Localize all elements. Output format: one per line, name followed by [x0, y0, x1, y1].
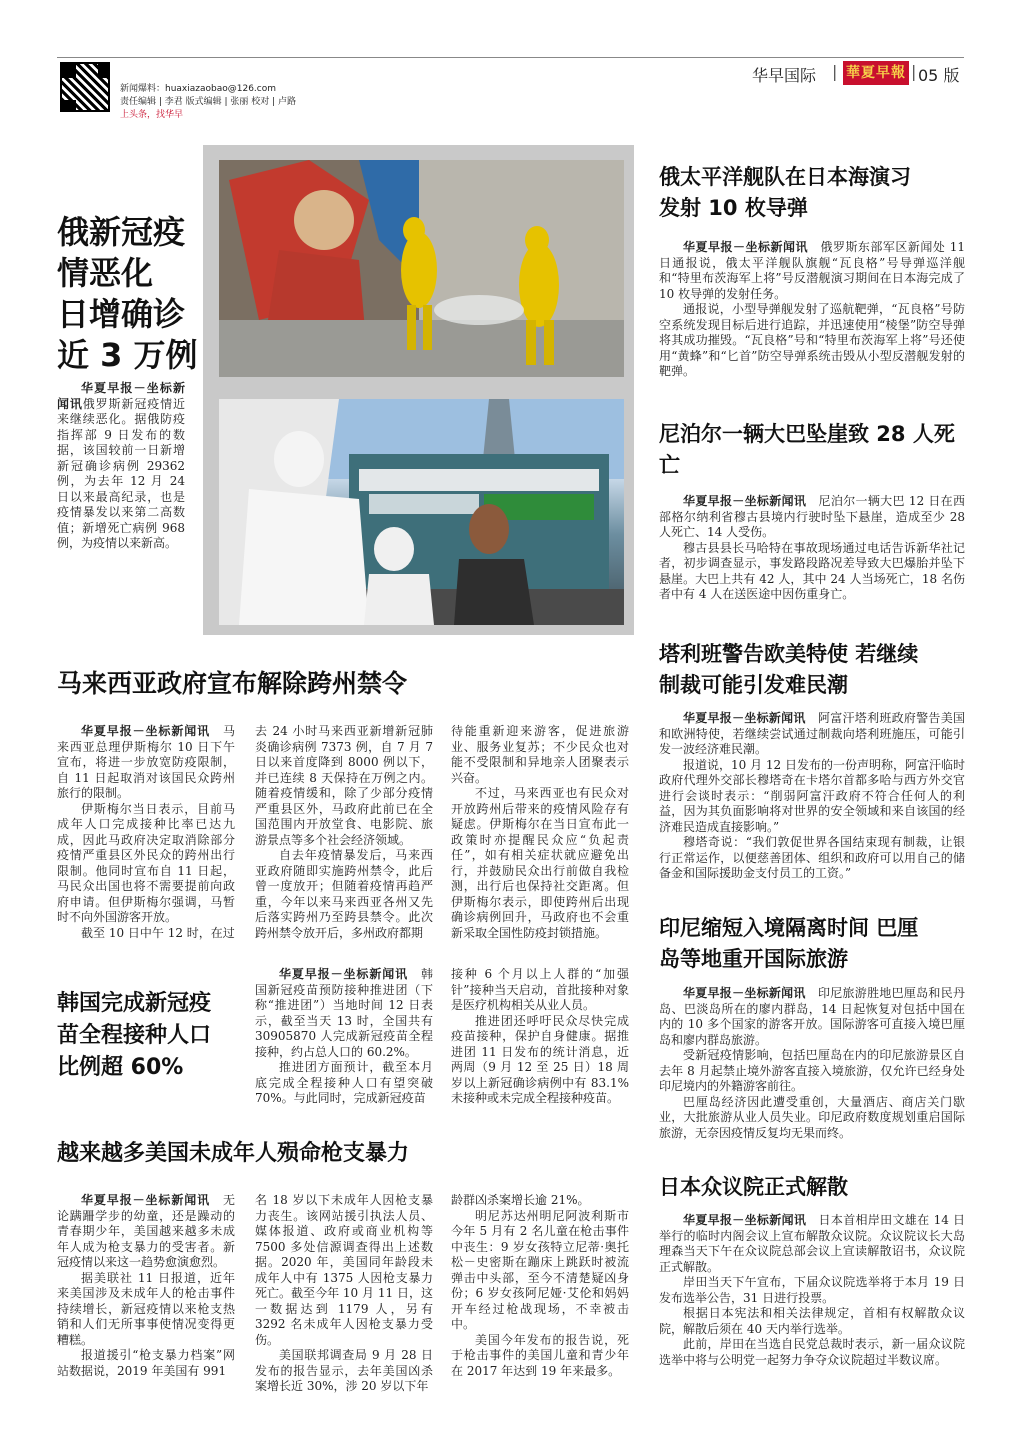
- tagline: 上头条，找华早: [120, 110, 184, 120]
- malaysia-headline: 马来西亚政府宣布解除跨州禁令: [57, 669, 408, 698]
- photo-moscow-medics: [219, 399, 624, 625]
- malaysia-col1: 华夏早报－坐标新闻讯 马来西亚总理伊斯梅尔 10 日下午宣布，将进一步放宽防疫限制，自 11 日起取消对该国民众跨州旅行的限制。 伊斯梅尔当日表示，目前马成年人口完成接种比率已达九成，因此马政府决定取消除部分疫情严重县区外民众的跨州出行限制。他同时宣布自 11 日起，马民众出国也将不需要提前向政府申请。但伊斯梅尔强调，马暂时不向外国游客开放。 截至 10 日中午 12 时，在过: [57, 724, 235, 940]
- nepal-article: 华夏早报－坐标新闻讯 尼泊尔一辆大巴 12 日在西部格尔纳利省穆古县境内行驶时坠下悬崖，造成至少 28 人死亡、14 人受伤。 穆古县县长马哈特在事故现场通过电话告诉新华社记者，初步调查显示，事发路段路况差导致大巴爆胎并坠下悬崖。大巴上共有 42 人，其中 24 人当场死亡，18 名伤者中有 4 人在送医途中因伤重身亡。: [659, 494, 965, 601]
- korea-headline: 韩国完成新冠疫 苗全程接种人口 比例超 60%: [57, 991, 212, 1080]
- header-separator: |: [911, 62, 917, 81]
- us-guns-col3: 龄群凶杀案增长逾 21%。 明尼苏达州明尼阿波利斯市今年 5 月有 2 名儿童在枪击事件中丧生：9 岁女孩特立尼蒂·奥托松－史密斯在蹦床上跳跃时被流弹击中头部，至今不清楚疑凶身份；6 岁女孩阿尼娅·艾伦和妈妈开车经过枪战现场，不幸被击中。 美国今年发布的报告说，死于枪击事件的美国儿童和青少年在 2017 年达到 19 年来最多。: [451, 1193, 629, 1378]
- malaysia-col3: 待能重新迎来游客，促进旅游业、服务业复苏；不少民众也对能不受限制和异地亲人团聚表示兴奋。 不过，马来西亚也有民众对开放跨州后带来的疫情风险存有疑虑。伊斯梅尔在当日宣布此一政策时亦提醒民众应“负起责任”，如有相关症状就应避免出行，并鼓励民众出行前做自我检测，出行后也保持社交距离。但伊斯梅尔表示，即使跨州后出现确诊病例回升，马政府也不会重新采取全国性防疫封锁措施。: [451, 724, 629, 940]
- indonesia-article: 华夏早报－坐标新闻讯 印尼旅游胜地巴厘岛和民丹岛、巴淡岛所在的廖内群岛，14 日起恢复对包括中国在内的 10 多个国家的游客开放。国际游客可直接入境巴厘岛和廖内群岛旅游。 受新冠疫情影响，包括巴厘岛在内的印尼旅游景区自去年 8 月起禁止境外游客直接入境旅游，仅允许已经身处印尼境内的外籍游客前往。 巴厘岛经济因此遭受重创，大量酒店、商店关门歇业，大批旅游从业人员失业。印尼政府数度规划重启国际旅游，无奈因疫情反复均无果而终。: [659, 986, 965, 1140]
- section-name: 华早国际: [752, 66, 817, 85]
- us-guns-col2: 名 18 岁以下未成年人因枪支暴力丧生。该网站援引执法人员、媒体报道、政府或商业机构等 7500 多处信源调查得出上述数据。2020 年，美国同年龄段未成年人中有 1375 人因枪支暴力死亡。截至今年 10 月 11 日，这一数据达到 1179 人，另有 3292 名未成年人因枪支暴力受伤。 美国联邦调查局 9 月 28 日发布的报告显示，去年美国凶杀案增长近 30%，涉 20 岁以下年: [255, 1193, 433, 1393]
- russia-article: 华夏早报－坐标新闻讯俄罗斯新冠疫情近来继续恶化。据俄防疫指挥部 9 日发布的数据，该国较前一日新增新冠确诊病例 29362 例，为去年 12 月 24 日以来最高纪录，也是疫情暴发以来第二高数值；新增死亡病例 968 例，为疫情以来新高。: [57, 381, 185, 550]
- taliban-article: 华夏早报－坐标新闻讯 阿富汗塔利班政府警告美国和欧洲特使，若继续尝试通过制裁向塔利班施压，可能引发一波经济难民潮。 报道说，10 月 12 日发布的一份声明称，阿富汗临时政府代理外交部长穆塔奇在卡塔尔首都多哈与西方外交官进行会谈时表示：“削弱阿富汗政府不符合任何人的利益，因为其负面影响将对世界的安全领域和来自该国的经济难民造成直接影响。” 穆塔奇说：“我们敦促世界各国结束现有制裁，让银行正常运作，以便慈善团体、组织和政府可以用自己的储备金和国际援助金支付员工的工资。”: [659, 711, 965, 880]
- fleet-article: 华夏早报－坐标新闻讯 俄罗斯东部军区新闻处 11 日通报说，俄太平洋舰队旗舰“瓦良格”号导弹巡洋舰和“特里布茨海军上将”号反潜舰演习期间在日本海完成了 10 枚导弹的发射任务。 通报说，小型导弹舰发射了巡航靶弹，“瓦良格”号防空系统发现目标后进行追踪，并迅速使用“棱堡”防空导弹将其成功摧毁。“瓦良格”号和“特里布茨海军上将”号还使用“黄蜂”和“匕首”防空导弹系统击毁从小型反潜舰发射的靶弹。: [659, 240, 965, 378]
- contact-line: 新闻爆料：huaxiazaobao@126.com: [120, 84, 277, 94]
- japan-article: 华夏早报－坐标新闻讯 日本首相岸田文雄在 14 日举行的临时内阁会议上宣布解散众议院。众议院议长大岛理森当天下午在众议院总部会议上宣读解散诏书，众议院正式解散。 岸田当天下午宣布，下届众议院选举将于本月 19 日发布选举公告，31 日进行投票。 根据日本宪法和相关法律规定，首相有权解散众议院，解散后须在 40 天内举行选举。 此前，岸田在当选自民党总裁时表示，新一届众议院选举中将与公明党一起努力争夺众议院超过半数议席。: [659, 1213, 965, 1367]
- masthead-logo: 華夏早報: [843, 61, 909, 85]
- editors-line: 责任编辑 | 李君 版式编辑 | 张丽 校对 | 卢路: [120, 97, 296, 107]
- us-guns-col1: 华夏早报－坐标新闻讯 无论蹒跚学步的幼童，还是躁动的青春期少年，美国越来越多未成年人成为枪支暴力的受害者。新冠疫情以来这一趋势愈演愈烈。 据美联社 11 日报道，近年来美国涉及未成年人的枪击事件持续增长，新冠疫情以来枪支热销和人们无所事事使情况变得更糟糕。 报道援引“枪支暴力档案”网站数据说，2019 年美国有 991: [57, 1193, 235, 1378]
- qr-code-icon: [60, 62, 110, 112]
- malaysia-col2: 去 24 小时马来西亚新增新冠肺炎确诊病例 7373 例，自 7 月 7 日以来首度降到 8000 例以下，并已连续 8 天保持在万例之内。随着疫情缓和，除了少部分疫情严重县区外，马政府此前已在全国范围内开放堂食、电影院、旅游景点等多个社会经济领域。 自去年疫情暴发后，马来西亚政府随即实施跨州禁令，此后曾一度放开；但随着疫情再趋严重，今年以来马来西亚各州又先后落实跨州乃至跨县禁令。此次跨州禁令放开后，多州政府都期: [255, 724, 433, 940]
- korea-col2: 接种 6 个月以上人群的“加强针”接种当天启动，首批接种对象是医疗机构相关从业人员。 推进团还呼吁民众尽快完成疫苗接种，保护自身健康。据推进团 11 日发布的统计消息，近两周（9 月 12 至 25 日）18 周岁以上新冠确诊病例中有 83.1% 未接种或未完成全程接种疫苗。: [451, 967, 629, 1105]
- photo-disinfection-workers: [219, 160, 624, 377]
- header-rule: [57, 57, 964, 58]
- taliban-headline: 塔利班警告欧美特使 若继续 制裁可能引发难民潮: [659, 642, 919, 697]
- edition-number: 05 版: [918, 66, 960, 85]
- russia-headline: 俄新冠疫 情恶化 日增确诊 近 3 万例: [57, 213, 198, 374]
- indonesia-headline: 印尼缩短入境隔离时间 巴厘 岛等地重开国际旅游: [659, 916, 919, 971]
- header-separator: |: [832, 62, 838, 81]
- korea-col1: 华夏早报－坐标新闻讯 韩国新冠疫苗预防接种推进团（下称“推进团”）当地时间 12 日表示，截至当天 13 时，全国共有 30905870 人完成新冠疫苗全程接种，约占总人口的 60.2%。 推进团方面预计，截至本月底完成全程接种人口有望突破 70%。与此同时，完成新冠疫苗: [255, 967, 433, 1105]
- japan-headline: 日本众议院正式解散: [659, 1175, 848, 1199]
- us-guns-headline: 越来越多美国未成年人殒命枪支暴力: [57, 1141, 410, 1166]
- photo-panel: [203, 145, 634, 635]
- nepal-headline: 尼泊尔一辆大巴坠崖致 28 人死 亡: [659, 422, 955, 477]
- fleet-headline: 俄太平洋舰队在日本海演习 发射 10 枚导弹: [659, 165, 911, 220]
